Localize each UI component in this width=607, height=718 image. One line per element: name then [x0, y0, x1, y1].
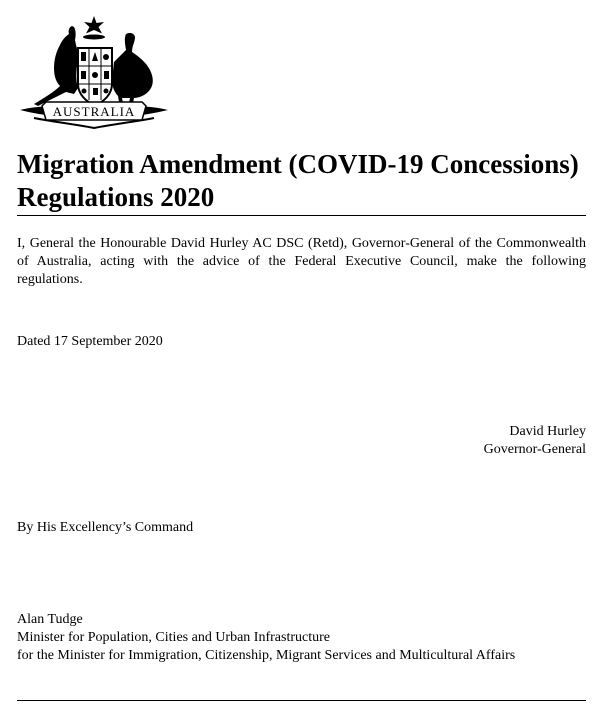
governor-general-title: Governor-General — [483, 442, 586, 457]
title-line-2: Regulations 2020 — [17, 182, 215, 212]
svg-text:AUSTRALIA: AUSTRALIA — [52, 104, 136, 119]
coat-of-arms-icon — [14, 14, 174, 132]
title-divider — [17, 215, 586, 216]
command-line: By His Excellency’s Command — [17, 520, 194, 535]
kangaroo-icon — [34, 26, 80, 106]
emu-icon — [112, 33, 153, 108]
footer-divider — [17, 700, 586, 701]
page-title — [17, 148, 587, 214]
minister-name: Alan Tudge — [17, 612, 83, 627]
minister-for-line: for the Minister for Immigration, Citizenship, Migrant Services and Multicultural Affairs — [17, 648, 516, 663]
minister-title: Minister for Population, Cities and Urban Infrastructure — [17, 630, 330, 645]
governor-general-signature-block — [484, 423, 586, 459]
dated-line: Dated 17 September 2020 — [17, 334, 163, 349]
preamble-paragraph: I, General the Honourable David Hurley AC DSC (Retd), Governor-General of the Commonwealth of Australia, acting with the advice of the Federal Executive Council, make the following regulations. — [17, 236, 586, 287]
governor-general-name: David Hurley — [509, 424, 586, 439]
star-icon — [84, 16, 104, 34]
title-line-1: Migration Amendment (COVID-19 Concessions) — [17, 149, 579, 179]
minister-signature-block — [17, 611, 515, 665]
